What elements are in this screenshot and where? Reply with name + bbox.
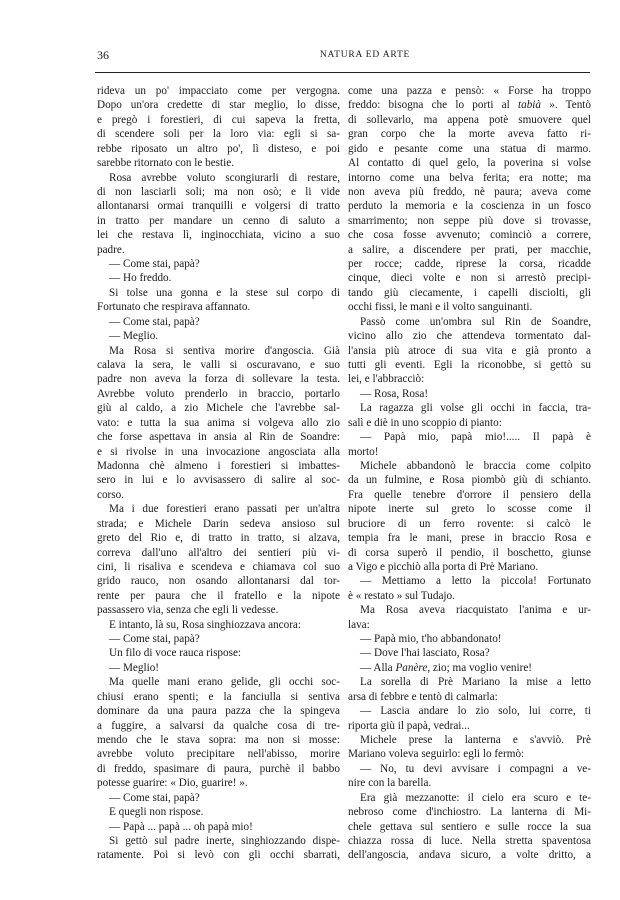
text-line: cini, li risaliva e scendeva e chiamava col suo	[97, 560, 340, 573]
text-line: lava:	[348, 618, 370, 631]
text-line: di scendere soli per la loro via: egli si sa-	[97, 128, 340, 141]
text-line: — Meglio!	[109, 661, 160, 674]
text-line: — Come stai, papà?	[109, 315, 200, 328]
paragraph	[97, 329, 340, 343]
text-line: in tratto per mandare un cenno di saluto a	[97, 214, 340, 227]
text-line: — Lascia andare lo zio solo, lui corre, ti	[360, 705, 591, 718]
text-line: strada; e Michele Darin sedeva ansioso sul	[97, 517, 340, 530]
text-line: calava la sera, le valli si oscuravano, e suo	[97, 359, 340, 372]
text-line: è « restato » sul Tudajo.	[348, 589, 455, 602]
text-line: — Mettiamo a letto la piccola! Fortunato	[360, 575, 591, 588]
paragraph	[97, 646, 340, 660]
text-line: come una pazza e pensò: « Forse ha troppo	[348, 85, 591, 97]
text-line: di freddo, spasimare di paura, purchè il babbo	[97, 762, 340, 775]
text-line: La ragazza gli volse gli occhi in faccia, tra-	[360, 402, 591, 415]
paragraph	[97, 805, 340, 819]
text-line: — Come stai, papà?	[109, 791, 200, 804]
text-line: per rocce; cadde, riprese la corsa, ricadde	[348, 258, 591, 271]
paragraph	[348, 574, 591, 603]
text-line: Passò come un'ombra sul Rin de Soandre,	[360, 315, 591, 328]
text-line: nipote inerte sul greto lo scosse come il	[348, 503, 591, 516]
paragraph	[97, 315, 340, 329]
paragraph	[97, 171, 340, 258]
text-line: E intanto, là su, Rosa singhiozzava ancora:	[109, 618, 301, 631]
text-line: — No, tu devi avvisare i compagni a ve-	[360, 762, 591, 775]
text-line: Michele prese la lanterna e s'avviò. Prè	[360, 733, 591, 746]
running-title: NATURA ED ARTE	[319, 50, 411, 60]
text-line: Mariano voleva seguirlo: egli lo fermò:	[348, 748, 525, 761]
header-rule	[95, 72, 590, 73]
text-line: avrebbe voluto precipitare nell'abisso, morire	[97, 748, 340, 761]
text-line: perduto la memoria e la coscienza in un fosco	[348, 200, 591, 213]
text-line: cinque, dieci volte e non si arrestò precipi-	[348, 272, 591, 285]
text-line: gran corpo che la morte aveva fatto ri-	[348, 128, 591, 141]
text-column-left	[97, 84, 340, 863]
text-line: Avrebbe voluto prenderlo in braccio, portarlo	[97, 387, 340, 400]
text-line: chiusi erano spenti; e la fanciulla si sentiva	[97, 690, 340, 703]
text-line: — Ho freddo.	[109, 272, 172, 285]
paragraph	[97, 675, 340, 790]
paragraph	[348, 661, 591, 675]
paragraph	[348, 646, 591, 660]
paragraph	[348, 603, 591, 632]
text-line: rebbe riposato un altro po', lì disteso, e poi	[97, 142, 340, 155]
text-line: Ma Rosa aveva riacquistato l'anima e ur-	[360, 604, 591, 617]
paragraph	[97, 344, 340, 503]
paragraph	[348, 84, 591, 315]
paragraph	[348, 675, 591, 704]
text-line: di non lasciarli soli; ma non osò; e li vide	[97, 185, 340, 198]
text-line: — Papà ... papà ... oh papà mio!	[109, 820, 253, 833]
text-line: allontanarsi ormai tranquilli e volgersi di tratto	[97, 200, 340, 213]
text-line: l'ansia più atroce di sua vita e già pronto a	[348, 344, 591, 357]
text-line: morto!	[348, 445, 379, 458]
paragraph	[97, 502, 340, 617]
text-line: E quegli non rispose.	[109, 806, 204, 819]
text-line: di sollevarlo, ma appena potè smuovere quel	[348, 113, 591, 126]
text-line: — Papà mio, papà mio!..... Il papà è	[360, 431, 591, 444]
text-line: non aveva più freddo, nè paura; aveva come	[348, 185, 591, 198]
italic-word: Panère	[395, 661, 428, 674]
text-line: — Meglio.	[109, 330, 159, 343]
text-line: Al contatto di quel gelo, la poverina si volse	[348, 157, 591, 170]
text-line: vato: e tutta la sua anima si volgeva allo zio	[97, 416, 340, 429]
text-line: arsa di febbre e tentò di calmarla:	[348, 690, 498, 703]
text-line: gido e pesante come una statua di marmo.	[348, 142, 591, 155]
text-column-right	[348, 84, 591, 863]
text-line: di corsa superò il pendio, il boschetto, giunse	[348, 546, 591, 559]
text-line: tempia fra le mani, prese in braccio Rosa e	[348, 532, 591, 545]
text-line: chiazza rossa di luce. Nella stretta spaventosa	[348, 834, 591, 847]
text-line: sarebbe ritornato con le bestie.	[97, 157, 234, 170]
paragraph	[97, 618, 340, 632]
text-line: dell'angoscia, andava sicuro, a volte dritto, a	[348, 849, 591, 862]
text-line: bruciore di un ferro rovente: si calcò le	[348, 517, 591, 530]
text-line: rideva un po' impacciato come per vergogna.	[97, 85, 340, 97]
paragraph	[97, 84, 340, 171]
text-line: Si tolse una gonna e la stese sul corpo di	[109, 286, 340, 299]
text-line: lei che restava lì, inginocchiata, vicino a suo	[97, 229, 340, 242]
text-line: Dopo un'ora credette di star meglio, lo disse,	[97, 99, 340, 112]
text-line: a Vigo e picchiò alla porta di Prè Mariano.	[348, 560, 539, 573]
text-segment: , zio; ma voglio venire!	[427, 661, 533, 674]
paragraph	[348, 733, 591, 762]
text-line: Fra quelle tenebre d'orrore il pensiero della	[348, 488, 591, 501]
text-line: tando giù ciecamente, i capelli disciolti, gli	[348, 286, 591, 299]
paragraph	[348, 704, 591, 733]
text-line: smarrimento; non seppe più dove si trovasse,	[348, 214, 591, 227]
text-line: passassero via, senza che egli li vedesse.	[97, 604, 279, 617]
text-line: Fortunato che respirava affannato.	[97, 301, 251, 314]
text-line: intorno come una belva ferita; era notte; ma	[348, 171, 591, 184]
paragraph	[348, 791, 591, 863]
paragraph	[348, 762, 591, 791]
text-segment: freddo: bisogna che lo porti al	[348, 99, 518, 112]
text-segment: ». Tentò	[541, 99, 591, 112]
text-line: a fuggire, a salvarsi da qualche cosa di tre-	[97, 719, 340, 732]
page-number: 36	[97, 48, 109, 62]
text-line: — Come stai, papà?	[109, 258, 200, 271]
text-line: e pregò i forestieri, di cui sapeva la fretta,	[97, 113, 340, 126]
text-line: dominare da una paura pazza che la spingeva	[97, 705, 340, 718]
text-line: corso.	[97, 488, 125, 501]
text-line: greto del Rio e, di tratto in tratto, si alzava,	[97, 532, 340, 545]
text-line: chele gettava sul sentiero e sulle rocce la sua	[348, 820, 591, 833]
text-segment: — Alla	[360, 661, 396, 674]
text-line: — Come stai, papà?	[109, 633, 200, 646]
text-line: rente per paura che il fratello e la nipote	[97, 589, 340, 602]
text-line: Un filo di voce rauca rispose:	[109, 647, 242, 660]
text-line: ratamente. Poi si levò con gli occhi sbarrati,	[97, 849, 340, 862]
text-line	[348, 98, 591, 112]
text-line: — Rosa, Rosa!	[360, 387, 429, 400]
text-line: da un fulmine, e Rosa piombò giù di schianto.	[348, 474, 591, 487]
paragraph	[348, 315, 591, 387]
text-line: La sorella di Prè Mariano la mise a letto	[360, 676, 591, 689]
text-line: Rosa avrebbe voluto scongiurarli di restare,	[109, 171, 340, 184]
text-line: Michele abbandonò le braccia come colpito	[360, 459, 591, 472]
italic-word: tabià	[518, 99, 541, 112]
text-line: sero in lui e lo avvisassero di salire al soc-	[97, 474, 340, 487]
text-line: salì e diè in uno scoppio di pianto:	[348, 416, 502, 429]
paragraph	[97, 257, 340, 271]
paragraph	[97, 271, 340, 285]
paragraph	[97, 286, 340, 315]
text-line: nebroso come d'inchiostro. La lanterna di Mi-	[348, 806, 591, 819]
text-line: a salire, a discendere per prati, per macchie,	[348, 243, 591, 256]
paragraph	[97, 661, 340, 675]
paragraph	[348, 459, 591, 574]
text-line: che forse aspettava in ansia al Rin de Soandre:	[97, 431, 340, 444]
text-line: tutti gli eventi. Egli la riconobbe, si gettò su	[348, 359, 591, 372]
text-line: — Dove l'hai lasciato, Rosa?	[360, 647, 490, 660]
text-line: mendo che le stava sopra: ma non si mosse:	[97, 733, 340, 746]
text-line: giù al caldo, a zio Michele che l'avrebbe sal-	[97, 402, 340, 415]
text-line: Ma quelle mani erano gelide, gli occhi soc-	[109, 676, 340, 689]
text-line: Madonna chè almeno i forestieri si imbattes-	[97, 459, 340, 472]
paragraph	[348, 387, 591, 401]
text-line: Si gettò sul padre inerte, singhiozzando dispe-	[109, 834, 340, 847]
paragraph	[97, 820, 340, 834]
paragraph	[97, 791, 340, 805]
text-line: correva dall'uno all'altro dei sentieri più vi-	[97, 546, 340, 559]
text-line: padre.	[97, 243, 125, 256]
text-line: vicino allo zio che attendeva tormentato dal-	[348, 330, 591, 343]
text-line: grido rauco, non osando allontanarsi dal tor-	[97, 575, 340, 588]
text-line: Ma Rosa si sentiva morire d'angoscia. Già	[109, 344, 340, 357]
paragraph	[348, 401, 591, 430]
text-line: lei, e l'abbracciò:	[348, 373, 425, 386]
text-line: che cosa fosse avvenuto; cominciò a correre,	[348, 229, 591, 242]
text-line	[348, 661, 591, 675]
text-line: potesse guarire: « Dio, guarire! ».	[97, 777, 248, 790]
paragraph	[348, 632, 591, 646]
paragraph	[348, 430, 591, 459]
text-line: nire con la barella.	[348, 777, 432, 790]
text-line: e si rivolse in una invocazione angosciata alla	[97, 445, 340, 458]
text-line: — Papà mio, t'ho abbandonato!	[360, 633, 502, 646]
text-line: Ma i due forestieri erano passati per un'altra	[109, 503, 340, 516]
text-line: riporta giù il papà, vedrai...	[348, 719, 470, 732]
text-line: occhi fissi, le mani e il volto sanguinanti.	[348, 301, 533, 314]
text-line: Era già mezzanotte: il cielo era scuro e te-	[360, 791, 591, 804]
paragraph	[97, 834, 340, 863]
paragraph	[97, 632, 340, 646]
text-line: padre non aveva la forza di sollevare la testa.	[97, 373, 340, 386]
